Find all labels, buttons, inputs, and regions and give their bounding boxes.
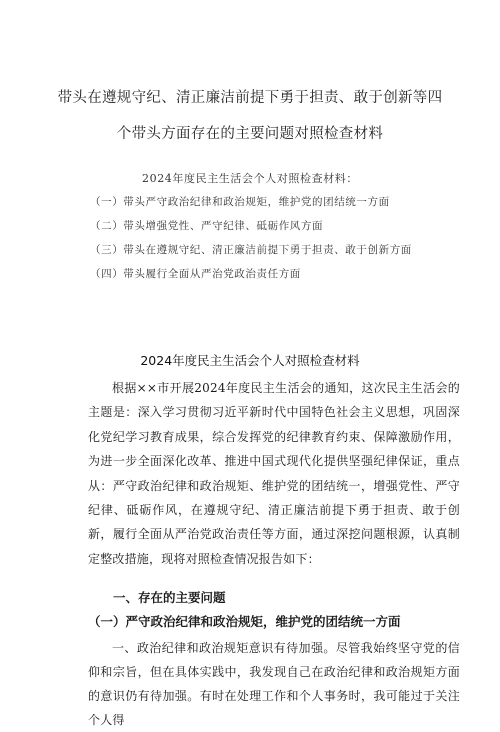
toc-list (90, 195, 412, 291)
section-title: 2024年度民主生活会个人对照检查材料 (140, 353, 360, 368)
toc-item: （三）带头在遵规守纪、清正廉洁前提下勇于担责、敢于创新方面 (90, 244, 412, 256)
toc-heading: 2024年度民主生活会个人对照检查材料： (142, 172, 358, 185)
body-paragraph: 一、政治纪律和政治规矩意识有待加强。尽管我始终坚守党的信仰和宗旨，但在具体实践中，我发现自己在政治纪律和政治规矩方面的意识仍有待加强。有时在处理工作和个人事务时，我可能过于关注个人得 (88, 641, 460, 727)
toc-item: （四）带头履行全面从严治党政治责任方面 (90, 268, 301, 280)
toc-item: （二）带头增强党性、严守纪律、砥砺作风方面 (90, 220, 324, 232)
section-heading: 一、存在的主要问题 (113, 590, 226, 605)
intro-paragraph: 根据××市开展2024年度民主生活会的通知，这次民主生活会的主题是：深入学习贯彻习近平新时代中国特色社会主义思想，巩固深化党纪学习教育成果，综合发挥党的纪律教育约束、保障激励作用，为进一步全面深化改革、推进中国式现代化提供坚强纪律保证，重点从：严守政治纪律和政治规矩、维护党的团结统一，增强党性、严守纪律、砥砺作风，在遵规守纪、清正廉洁前提下勇于担责、敢于创新，履行全面从严治党政治责任等方面，通过深挖问题根源，认真制定整改措施，现将对照检查情况报告如下： (88, 381, 460, 566)
toc-item: （一）带头严守政治纪律和政治规矩，维护党的团结统一方面 (90, 196, 390, 208)
document-title-line-2: 个带头方面存在的主要问题对照检查材料 (116, 126, 384, 142)
subsection-heading: （一）严守政治纪律和政治规矩，维护党的团结统一方面 (88, 614, 401, 629)
document-title-line-1: 带头在遵规守纪、清正廉洁前提下勇于担责、敢于创新等四 (57, 90, 443, 106)
